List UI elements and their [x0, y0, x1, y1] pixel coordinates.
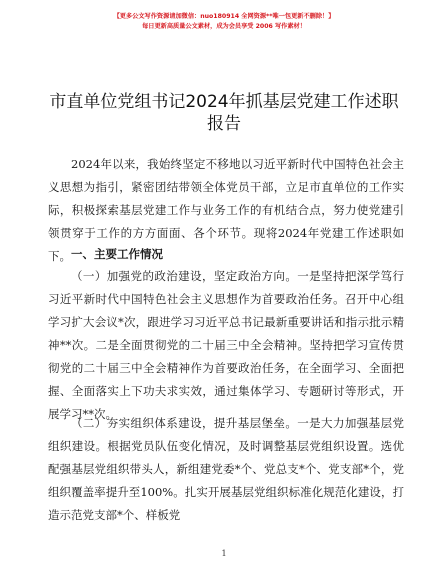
- section-heading: 一、主要工作情况: [71, 247, 163, 261]
- intro-paragraph: 2024年以来，我始终坚定不移地以习近平新时代中国特色社会主义思想为指引，紧密团结带领全体党员干部，立足市直单位的工作实际，积极探索基层党建工作与业务工作的有机结合点，努力使党建引领贯穿于工作的方方面面、各个环节。现将2024年党建工作述职如下。: [48, 157, 404, 263]
- document-title-line2: 报告: [207, 114, 241, 134]
- body-paragraph-2: （二）夯实组织体系建设，提升基层堡垒。一是大力加强基层党组织建设。根据党员队伍变化情况，及时调整基层党组织设置。选优配强基层党组织带头人，新组建党委*个、党总支*个、党支部*个，党组织覆盖率提升至100%。扎实开展基层党组织标准化规范化建设，打造示范党支部*个、样板党: [48, 416, 404, 522]
- promo-banner-line2: 每日更新高质量公文素材，成为会员享受 2006 写作素材！: [142, 23, 306, 30]
- promo-banner-line1: 【更多公文写作资源请加微信：nuo180914 全网资源**唯一包更新不删除！】: [113, 13, 335, 20]
- document-title-line1: 市直单位党组书记2024年抓基层党建工作述职: [49, 92, 399, 112]
- page-number: 1: [221, 549, 227, 558]
- body-paragraph-1: （一）加强党的政治建设，坚定政治方向。一是坚持把深学笃行习近平新时代中国特色社会主义思想作为首要政治任务。召开中心组学习扩大会议*次，跟进学习习近平总书记最新重要讲话和指示批示精神**次。二是全面贯彻党的二十届三中全会精神。坚持把学习宣传贯彻党的二十届三中全会精神作为首要政治任务，在全面学习、全面把握、全面落实上下功夫求实效，通过集体学习、专题研讨等形式，开展学习**次。: [48, 269, 404, 421]
